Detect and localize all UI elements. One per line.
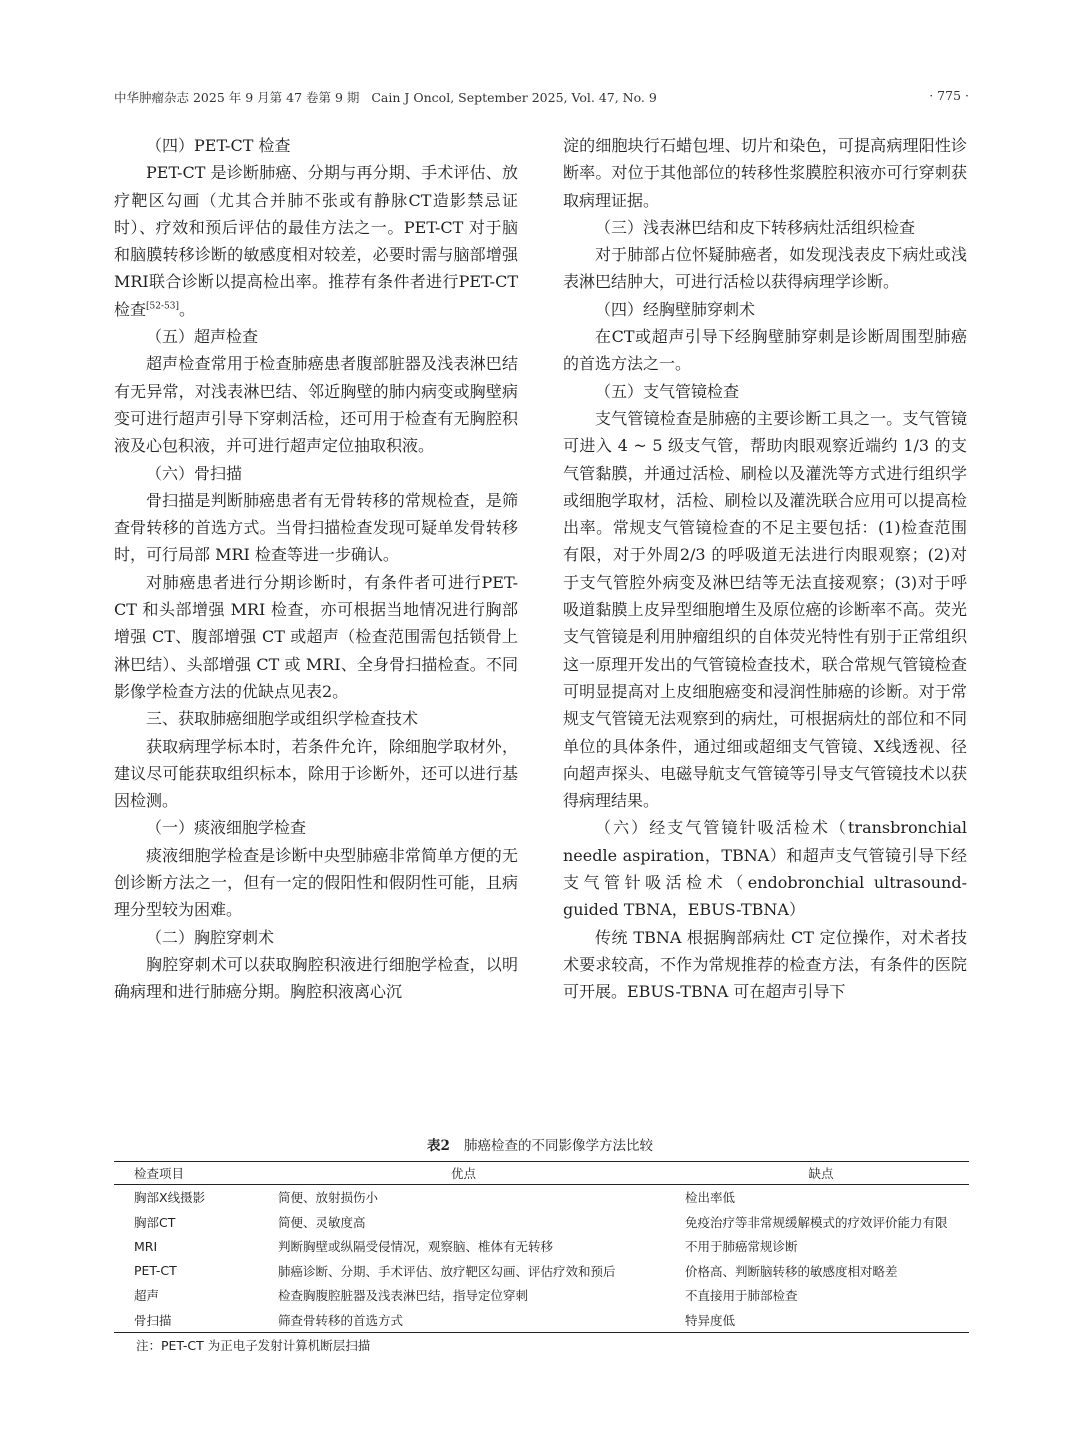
header-disadvantages: 缺点: [673, 1162, 969, 1185]
cell-exam: 胸部CT: [134, 1214, 176, 1230]
cell-exam: 超声: [134, 1288, 160, 1304]
heading-lymph-node-biopsy: （三）浅表淋巴结和皮下转移病灶活组织检查: [595, 217, 916, 237]
heading-thoracentesis: （二）胸腔穿刺术: [146, 927, 275, 947]
paragraph-thoracentesis: 胸腔穿刺术可以获取胸腔积液进行细胞学检查，以明确病理和进行肺癌分期。胸腔积液离心沉: [114, 954, 518, 1002]
paragraph-pet-ct-end: 。: [178, 299, 195, 319]
heading-pet-ct: （四）PET-CT 检查: [146, 136, 291, 155]
cell-exam: 骨扫描: [114, 1308, 254, 1333]
paragraph-lymph-node-biopsy: 对于肺部占位怀疑肺癌者，如发现浅表皮下病灶或浅表淋巴结肿大，可进行活检以获得病理学诊断。: [563, 245, 967, 292]
cell-advantage: 筛查骨转移的首选方式: [254, 1308, 673, 1333]
cell-disadvantage: 检出率低: [685, 1190, 736, 1206]
paragraph-thoracentesis-continued: 淀的细胞块行石蜡包埋、切片和染色，可提高病理阳性诊断率。对位于其他部位的转移性浆膜腔积液亦可行穿刺获取病理证据。: [563, 136, 967, 210]
cell-disadvantage: 价格高、判断脑转移的敏感度相对略差: [685, 1263, 898, 1279]
table-footnote: 注：PET-CT 为正电子发射计算机断层扫描: [136, 1338, 371, 1353]
table-row: [114, 1185, 969, 1210]
cell-advantage: 判断胸壁或纵隔受侵情况，观察脑、椎体有无转移: [278, 1239, 554, 1255]
paragraph-transthoracic-needle: 在CT或超声引导下经胸壁肺穿刺是诊断周围型肺癌的首选方法之一。: [563, 327, 967, 374]
paragraph-sputum-cytology: 痰液细胞学检查是诊断中央型肺癌非常简单方便的无创诊断方法之一，但有一定的假阳性和假阴性可能，且病理分型较为困难。: [114, 845, 518, 920]
cell-advantage: 肺癌诊断、分期、手术评估、放疗靶区勾画、评估疗效和预后: [278, 1263, 616, 1279]
cell-exam: 胸部X线摄影: [134, 1190, 206, 1206]
cell-advantage: 检查胸腹腔脏器及浅表淋巴结，指导定位穿刺: [278, 1288, 529, 1304]
cell-advantage: 简便、灵敏度高: [278, 1214, 366, 1230]
right-column: [563, 132, 967, 1127]
table-row: [114, 1234, 969, 1259]
journal-name-en: Cain J Oncol, September 2025, Vol. 47, No. 9: [371, 90, 657, 105]
heading-ultrasound: （五）超声检查: [146, 327, 259, 347]
heading-bronchoscopy: （五）支气管镜检查: [595, 381, 740, 401]
paragraph-pet-ct-text: PET-CT 是诊断肺癌、分期与再分期、手术评估、放疗靶区勾画（尤其合并肺不张或有静脉CT造影禁忌证时）、疗效和预后评估的最佳方法之一。PET-CT 对于脑和脑膜转移诊断的敏感度相对较差，必要时需与脑部增强MRI联合诊断以提高检出率。推荐有条件者进行PET-CT检查: [114, 163, 518, 319]
heading-transthoracic-needle: （四）经胸壁肺穿刺术: [595, 299, 756, 319]
cell-exam: PET-CT: [134, 1263, 177, 1279]
table-number: 表2: [427, 1138, 450, 1154]
paragraph-staging: 对肺癌患者进行分期诊断时，有条件者可进行PET-CT 和头部增强 MRI 检查，亦可根据当地情况进行胸部增强 CT、腹部增强 CT 或超声（检查范围需包括锁骨上淋巴结）、头部增强 CT 或 MRI、全身骨扫描检查。不同影像学检查方法的优缺点见表2。: [114, 572, 518, 701]
table-title: 肺癌检查的不同影像学方法比较: [463, 1138, 653, 1154]
table-row: [114, 1308, 969, 1333]
paragraph-tbna: 传统 TBNA 根据胸部病灶 CT 定位操作，对术者技术要求较高，不作为常规推荐的检查方法，有条件的医院可开展。EBUS-TBNA 可在超声引导下: [563, 927, 967, 1002]
table-row: [114, 1283, 969, 1308]
cell-advantage: 简便、放射损伤小: [278, 1190, 379, 1206]
heading-section-3: 三、获取肺癌细胞学或组织学检查技术: [146, 709, 419, 729]
paragraph-ultrasound: 超声检查常用于检查肺癌患者腹部脏器及浅表淋巴结有无异常，对浅表淋巴结、邻近胸壁的肺内病变或胸壁病变可进行超声引导下穿刺活检，还可用于检查有无胸腔积液及心包积液，并可进行超声定位抽取积液。: [114, 354, 518, 456]
cell-disadvantage: 免疫治疗等非常规缓解模式的疗效评价能力有限: [685, 1214, 948, 1230]
table-row: [114, 1210, 969, 1235]
table-caption: [0, 1134, 1080, 1154]
left-column: [114, 132, 518, 1127]
paragraph-pet-ct: [114, 159, 518, 323]
heading-bone-scan: （六）骨扫描: [146, 463, 243, 483]
heading-sputum-cytology: （一）痰液细胞学检查: [146, 818, 307, 838]
journal-name: 中华肿瘤杂志 2025 年 9 月第 47 卷第 9 期: [114, 90, 360, 105]
table-row: [114, 1259, 969, 1284]
cell-exam: MRI: [134, 1238, 158, 1254]
reference-52-53[interactable]: [52-53]: [146, 301, 179, 312]
journal-citation: [114, 88, 657, 106]
page-number: · 775 ·: [929, 88, 969, 103]
paragraph-section-3: 获取病理学标本时，若条件允许，除细胞学取材外，建议尽可能获取组织标本，除用于诊断外，还可以进行基因检测。: [114, 736, 518, 811]
paragraph-bronchoscopy: 支气管镜检查是肺癌的主要诊断工具之一。支气管镜可进入 4 ~ 5 级支气管，帮助肉眼观察近端约 1/3 的支气管黏膜，并通过活检、刷检以及灌洗等方式进行组织学或细胞学取材，活检、刷检以及灌洗联合应用可以提高检出率。常规支气管镜检查的不足主要包括：(1)检查范围有限，对于外周2/3 的呼吸道无法进行肉眼观察；(2)对于支气管腔外病变及淋巴结等无法直接观察；(3)对于呼吸道黏膜上皮异型细胞增生及原位癌的诊断率不高。荧光支气管镜是利用肿瘤组织的自体荧光特性有别于正常组织这一原理开发出的气管镜检查技术，联合常规气管镜检查可明显提高对上皮细胞癌变和浸润性肺癌的诊断。对于常规支气管镜无法观察到的病灶，可根据病灶的部位和不同单位的具体条件，通过细或超细支气管镜、X线透视、径向超声探头、电磁导航支气管镜等引导支气管镜技术以获得病理结果。: [563, 408, 967, 811]
header-exam-item: 检查项目: [114, 1162, 254, 1185]
paragraph-bone-scan: 骨扫描是判断肺癌患者有无骨转移的常规检查，是筛查骨转移的首选方式。当骨扫描检查发现可疑单发骨转移时，可行局部 MRI 检查等进一步确认。: [114, 490, 518, 565]
header-advantages: 优点: [254, 1162, 673, 1185]
running-header: [114, 88, 969, 108]
cell-disadvantage: 不直接用于肺部检查: [685, 1288, 798, 1304]
cell-disadvantage: 特异度低: [673, 1308, 969, 1333]
imaging-comparison-table: [114, 1161, 969, 1333]
cell-disadvantage: 不用于肺癌常规诊断: [685, 1239, 798, 1255]
table-header-row: [114, 1162, 969, 1185]
heading-tbna: （六）经支气管镜针吸活检术（transbronchial needle aspiration，TBNA）和超声支气管镜引导下经支气管针吸活检术（endobronchial ultrasound-guided TBNA，EBUS-TBNA）: [563, 818, 967, 920]
